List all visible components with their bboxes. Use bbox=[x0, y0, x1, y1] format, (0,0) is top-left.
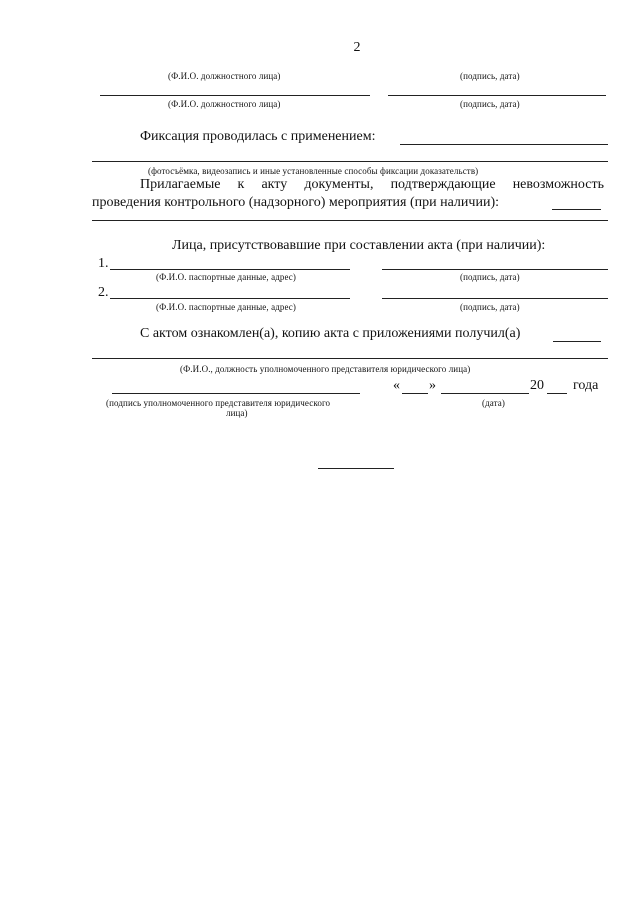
date-year-prefix: 20 bbox=[530, 378, 544, 393]
date-quote-open: « bbox=[393, 378, 400, 393]
official-name-caption-2: (Ф.И.О. должностного лица) bbox=[168, 99, 281, 109]
representative-sign-caption-1: (подпись уполномоченного представителя юридического bbox=[106, 398, 331, 408]
representative-sign-line[interactable] bbox=[112, 393, 360, 394]
acknowledgement-text: С актом ознакомлен(а), копию акта с приложениями получил(а) bbox=[140, 326, 521, 341]
acknowledgement-line-full[interactable] bbox=[92, 358, 608, 359]
attendee-number-2: 2. bbox=[98, 285, 109, 300]
attendee-sign-caption-1: (подпись, дата) bbox=[460, 272, 520, 282]
attendee-sign-line-1[interactable] bbox=[382, 269, 608, 270]
fixation-caption: (фотосъёмка, видеозапись и иные установленные способы фиксации доказательств) bbox=[148, 166, 479, 176]
page-number: 2 bbox=[353, 40, 361, 55]
attachments-line-inline[interactable] bbox=[552, 209, 601, 210]
fixation-label: Фиксация проводилась с применением: bbox=[140, 129, 376, 144]
attendee-number-1: 1. bbox=[98, 256, 109, 271]
date-month-line[interactable] bbox=[441, 393, 529, 394]
date-quote-close: » bbox=[429, 378, 436, 393]
attachments-line-full[interactable] bbox=[92, 220, 608, 221]
date-year-line[interactable] bbox=[547, 393, 567, 394]
attendee-sign-line-2[interactable] bbox=[382, 298, 608, 299]
attendee-name-caption-1: (Ф.И.О. паспортные данные, адрес) bbox=[156, 272, 296, 282]
attendee-name-line-2[interactable] bbox=[110, 298, 350, 299]
official-sign-line-2[interactable] bbox=[388, 95, 606, 96]
fixation-line-full[interactable] bbox=[92, 161, 608, 162]
official-sign-caption-2: (подпись, дата) bbox=[460, 99, 520, 109]
attendee-sign-caption-2: (подпись, дата) bbox=[460, 302, 520, 312]
attendee-name-caption-2: (Ф.И.О. паспортные данные, адрес) bbox=[156, 302, 296, 312]
fixation-line-inline[interactable] bbox=[400, 144, 608, 145]
date-caption: (дата) bbox=[482, 398, 505, 408]
attachments-line-1: Прилагаемые к акту документы, подтверждающие невозможность bbox=[140, 177, 604, 192]
date-year-suffix: года bbox=[573, 378, 599, 393]
attendees-heading: Лица, присутствовавшие при составлении акта (при наличии): bbox=[172, 238, 546, 253]
date-day-line[interactable] bbox=[402, 393, 428, 394]
official-sign-caption-1: (подпись, дата) bbox=[460, 71, 520, 81]
attendee-name-line-1[interactable] bbox=[110, 269, 350, 270]
attachments-line-2: проведения контрольного (надзорного) мероприятия (при наличии): bbox=[92, 195, 499, 210]
closing-separator bbox=[318, 468, 394, 469]
official-name-line-2[interactable] bbox=[100, 95, 370, 96]
acknowledgement-line-inline[interactable] bbox=[553, 341, 601, 342]
official-name-caption-1: (Ф.И.О. должностного лица) bbox=[168, 71, 281, 81]
representative-sign-caption-2: лица) bbox=[226, 408, 248, 418]
acknowledgement-caption: (Ф.И.О., должность уполномоченного представителя юридического лица) bbox=[180, 364, 471, 374]
